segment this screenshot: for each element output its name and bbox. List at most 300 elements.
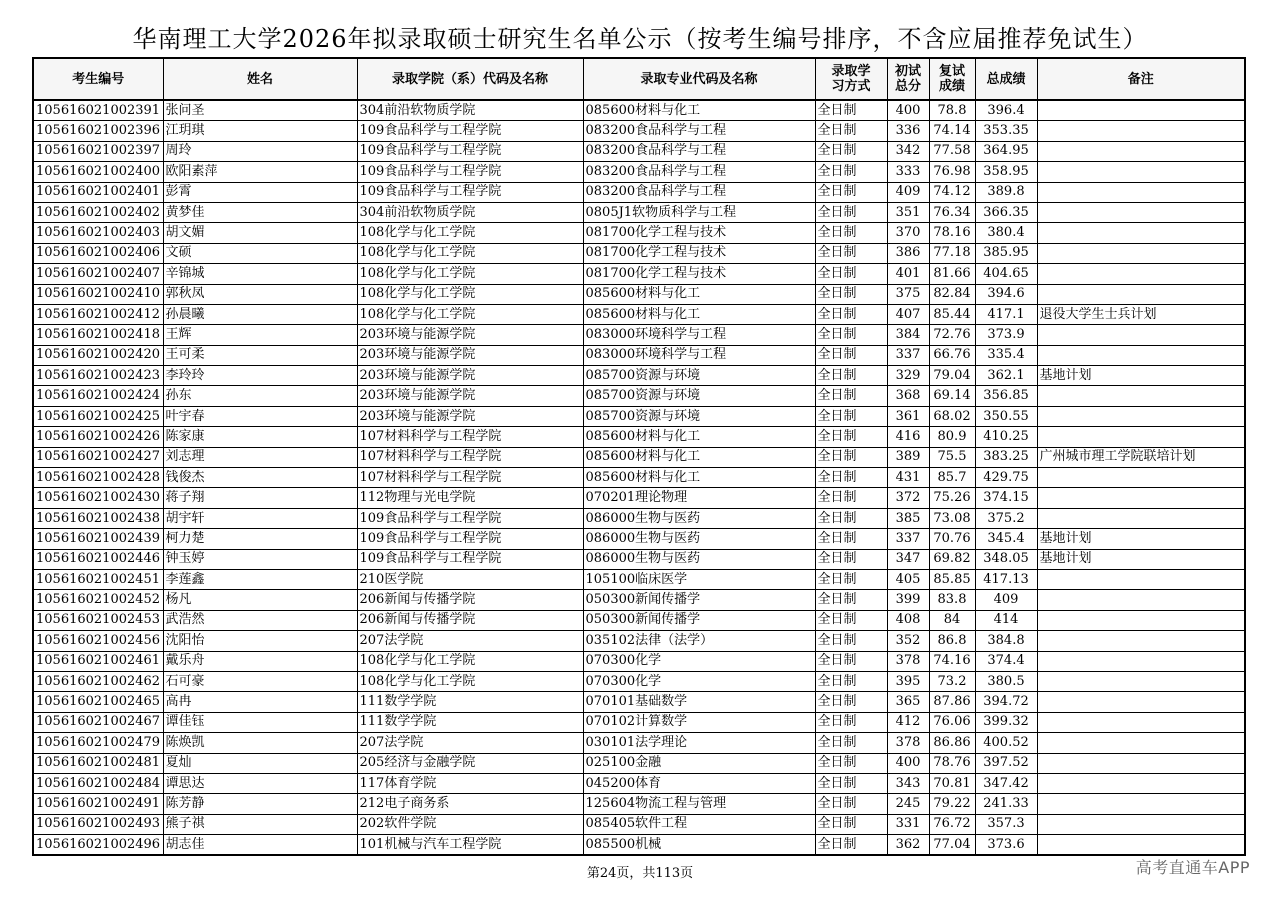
table-row: [33, 814, 1245, 834]
table-row: [33, 508, 1245, 528]
cell-major: 070102计算数学: [583, 712, 815, 732]
table-row: [33, 835, 1245, 856]
cell-name: 沈阳怡: [163, 631, 357, 651]
header-name: 姓名: [163, 58, 357, 100]
cell-retest: 74.16: [929, 651, 975, 671]
cell-id: 105616021002465: [33, 692, 163, 712]
cell-college: 109食品科学与工程学院: [357, 508, 583, 528]
table-row: [33, 182, 1245, 202]
table-row: [33, 366, 1245, 386]
cell-name: 武浩然: [163, 610, 357, 630]
cell-mode: 全日制: [815, 386, 887, 406]
cell-major: 083200食品科学与工程: [583, 121, 815, 141]
table-row: [33, 631, 1245, 651]
cell-college: 202软件学院: [357, 814, 583, 834]
cell-name: 彭霄: [163, 182, 357, 202]
table-row: [33, 100, 1245, 121]
cell-name: 陈芳静: [163, 794, 357, 814]
cell-total: 429.75: [975, 468, 1037, 488]
cell-major: 025100金融: [583, 753, 815, 773]
cell-major: 085600材料与化工: [583, 100, 815, 121]
cell-name: 孙晨曦: [163, 304, 357, 324]
cell-total: 389.8: [975, 182, 1037, 202]
cell-retest: 78.76: [929, 753, 975, 773]
cell-initial: 351: [887, 202, 929, 222]
table-row: [33, 671, 1245, 691]
table-row: [33, 304, 1245, 324]
cell-initial: 399: [887, 590, 929, 610]
table-row: [33, 590, 1245, 610]
cell-major: 081700化学工程与技术: [583, 223, 815, 243]
cell-name: 胡文媚: [163, 223, 357, 243]
cell-major: 045200体育: [583, 773, 815, 793]
cell-total: 396.4: [975, 100, 1037, 121]
cell-total: 241.33: [975, 794, 1037, 814]
cell-id: 105616021002425: [33, 406, 163, 426]
cell-total: 383.25: [975, 447, 1037, 467]
cell-college: 207法学院: [357, 631, 583, 651]
cell-id: 105616021002456: [33, 631, 163, 651]
cell-note: [1037, 692, 1245, 712]
cell-id: 105616021002453: [33, 610, 163, 630]
cell-note: [1037, 202, 1245, 222]
cell-initial: 389: [887, 447, 929, 467]
cell-mode: 全日制: [815, 284, 887, 304]
cell-college: 109食品科学与工程学院: [357, 121, 583, 141]
cell-note: [1037, 264, 1245, 284]
cell-mode: 全日制: [815, 712, 887, 732]
cell-college: 112物理与光电学院: [357, 488, 583, 508]
table-row: [33, 651, 1245, 671]
cell-total: 374.4: [975, 651, 1037, 671]
page-title: 华南理工大学2026年拟录取硕士研究生名单公示（按考生编号排序，不含应届推荐免试生）: [132, 25, 1148, 53]
cell-retest: 70.81: [929, 773, 975, 793]
cell-retest: 66.76: [929, 345, 975, 365]
cell-retest: 69.14: [929, 386, 975, 406]
cell-retest: 85.44: [929, 304, 975, 324]
cell-mode: 全日制: [815, 569, 887, 589]
cell-mode: 全日制: [815, 366, 887, 386]
cell-name: 李莲鑫: [163, 569, 357, 589]
cell-major: 083200食品科学与工程: [583, 162, 815, 182]
cell-id: 105616021002461: [33, 651, 163, 671]
cell-initial: 331: [887, 814, 929, 834]
cell-note: [1037, 814, 1245, 834]
cell-mode: 全日制: [815, 162, 887, 182]
cell-college: 203环境与能源学院: [357, 325, 583, 345]
cell-retest: 87.86: [929, 692, 975, 712]
cell-college: 210医学院: [357, 569, 583, 589]
table-row: [33, 549, 1245, 569]
cell-college: 109食品科学与工程学院: [357, 529, 583, 549]
cell-note: [1037, 651, 1245, 671]
cell-major: 085700资源与环境: [583, 406, 815, 426]
cell-id: 105616021002427: [33, 447, 163, 467]
cell-total: 356.85: [975, 386, 1037, 406]
cell-name: 钟玉婷: [163, 549, 357, 569]
table-row: [33, 773, 1245, 793]
cell-retest: 75.26: [929, 488, 975, 508]
cell-mode: 全日制: [815, 631, 887, 651]
cell-retest: 76.98: [929, 162, 975, 182]
table-row: [33, 243, 1245, 263]
cell-note: [1037, 345, 1245, 365]
cell-major: 085700资源与环境: [583, 386, 815, 406]
cell-id: 105616021002491: [33, 794, 163, 814]
cell-mode: 全日制: [815, 814, 887, 834]
cell-major: 086000生物与医药: [583, 508, 815, 528]
cell-major: 083000环境科学与工程: [583, 325, 815, 345]
cell-id: 105616021002420: [33, 345, 163, 365]
cell-id: 105616021002481: [33, 753, 163, 773]
cell-note: [1037, 223, 1245, 243]
cell-name: 石可豪: [163, 671, 357, 691]
table-row: [33, 345, 1245, 365]
cell-major: 125604物流工程与管理: [583, 794, 815, 814]
cell-total: 399.32: [975, 712, 1037, 732]
cell-id: 105616021002496: [33, 835, 163, 856]
cell-college: 109食品科学与工程学院: [357, 162, 583, 182]
cell-total: 373.9: [975, 325, 1037, 345]
cell-note: 广州城市理工学院联培计划: [1037, 447, 1245, 467]
cell-major: 030101法学理论: [583, 733, 815, 753]
cell-mode: 全日制: [815, 264, 887, 284]
cell-college: 107材料科学与工程学院: [357, 468, 583, 488]
cell-college: 109食品科学与工程学院: [357, 141, 583, 161]
cell-retest: 76.72: [929, 814, 975, 834]
cell-initial: 416: [887, 427, 929, 447]
cell-id: 105616021002446: [33, 549, 163, 569]
cell-initial: 347: [887, 549, 929, 569]
cell-initial: 409: [887, 182, 929, 202]
cell-initial: 368: [887, 386, 929, 406]
cell-note: [1037, 182, 1245, 202]
cell-name: 叶宇春: [163, 406, 357, 426]
cell-retest: 80.9: [929, 427, 975, 447]
cell-mode: 全日制: [815, 488, 887, 508]
cell-retest: 83.8: [929, 590, 975, 610]
cell-name: 江玥琪: [163, 121, 357, 141]
cell-mode: 全日制: [815, 406, 887, 426]
cell-name: 王辉: [163, 325, 357, 345]
table-row: [33, 447, 1245, 467]
cell-note: [1037, 488, 1245, 508]
table-row: [33, 610, 1245, 630]
cell-initial: 400: [887, 100, 929, 121]
cell-name: 陈家康: [163, 427, 357, 447]
cell-total: 364.95: [975, 141, 1037, 161]
cell-initial: 361: [887, 406, 929, 426]
cell-total: 357.3: [975, 814, 1037, 834]
cell-note: [1037, 508, 1245, 528]
cell-retest: 75.5: [929, 447, 975, 467]
cell-total: 347.42: [975, 773, 1037, 793]
cell-retest: 73.08: [929, 508, 975, 528]
cell-total: 358.95: [975, 162, 1037, 182]
cell-major: 083200食品科学与工程: [583, 182, 815, 202]
cell-retest: 68.02: [929, 406, 975, 426]
cell-major: 085500机械: [583, 835, 815, 856]
cell-mode: 全日制: [815, 325, 887, 345]
table-row: [33, 712, 1245, 732]
cell-mode: 全日制: [815, 182, 887, 202]
table-row: [33, 692, 1245, 712]
table-row: [33, 733, 1245, 753]
cell-retest: 81.66: [929, 264, 975, 284]
cell-major: 070101基础数学: [583, 692, 815, 712]
cell-note: [1037, 386, 1245, 406]
cell-initial: 245: [887, 794, 929, 814]
cell-name: 黄梦佳: [163, 202, 357, 222]
cell-total: 373.6: [975, 835, 1037, 856]
cell-id: 105616021002430: [33, 488, 163, 508]
cell-note: 基地计划: [1037, 529, 1245, 549]
cell-note: [1037, 141, 1245, 161]
table-row: [33, 569, 1245, 589]
cell-name: 王可柔: [163, 345, 357, 365]
cell-retest: 78.16: [929, 223, 975, 243]
cell-retest: 77.18: [929, 243, 975, 263]
cell-mode: 全日制: [815, 508, 887, 528]
watermark: 高考直通车APP: [1135, 858, 1250, 877]
cell-college: 206新闻与传播学院: [357, 590, 583, 610]
cell-total: 375.2: [975, 508, 1037, 528]
cell-id: 105616021002426: [33, 427, 163, 447]
cell-name: 陈焕凯: [163, 733, 357, 753]
cell-initial: 333: [887, 162, 929, 182]
cell-college: 206新闻与传播学院: [357, 610, 583, 630]
header-mode: 录取学 习方式: [815, 58, 887, 100]
header-major: 录取专业代码及名称: [583, 58, 815, 100]
cell-retest: 86.86: [929, 733, 975, 753]
cell-initial: 405: [887, 569, 929, 589]
cell-retest: 74.12: [929, 182, 975, 202]
cell-total: 400.52: [975, 733, 1037, 753]
cell-initial: 385: [887, 508, 929, 528]
cell-major: 105100临床医学: [583, 569, 815, 589]
cell-major: 070201理论物理: [583, 488, 815, 508]
cell-total: 335.4: [975, 345, 1037, 365]
cell-initial: 401: [887, 264, 929, 284]
cell-college: 107材料科学与工程学院: [357, 427, 583, 447]
page-number: 第24页，共113页: [586, 866, 694, 881]
cell-mode: 全日制: [815, 223, 887, 243]
table-row: [33, 223, 1245, 243]
cell-mode: 全日制: [815, 202, 887, 222]
cell-major: 085600材料与化工: [583, 427, 815, 447]
cell-mode: 全日制: [815, 468, 887, 488]
cell-id: 105616021002479: [33, 733, 163, 753]
cell-college: 108化学与化工学院: [357, 264, 583, 284]
cell-mode: 全日制: [815, 692, 887, 712]
cell-initial: 365: [887, 692, 929, 712]
cell-initial: 407: [887, 304, 929, 324]
cell-total: 397.52: [975, 753, 1037, 773]
cell-mode: 全日制: [815, 141, 887, 161]
cell-note: [1037, 631, 1245, 651]
cell-retest: 85.85: [929, 569, 975, 589]
cell-id: 105616021002462: [33, 671, 163, 691]
cell-college: 107材料科学与工程学院: [357, 447, 583, 467]
cell-note: 退役大学生士兵计划: [1037, 304, 1245, 324]
cell-id: 105616021002428: [33, 468, 163, 488]
cell-college: 101机械与汽车工程学院: [357, 835, 583, 856]
cell-retest: 70.76: [929, 529, 975, 549]
cell-college: 109食品科学与工程学院: [357, 182, 583, 202]
cell-major: 070300化学: [583, 671, 815, 691]
table-header-row: [33, 58, 1245, 100]
cell-college: 205经济与金融学院: [357, 753, 583, 773]
cell-id: 105616021002401: [33, 182, 163, 202]
cell-mode: 全日制: [815, 671, 887, 691]
cell-initial: 408: [887, 610, 929, 630]
cell-name: 周玲: [163, 141, 357, 161]
cell-total: 374.15: [975, 488, 1037, 508]
cell-note: [1037, 468, 1245, 488]
cell-note: 基地计划: [1037, 366, 1245, 386]
cell-mode: 全日制: [815, 447, 887, 467]
cell-id: 105616021002403: [33, 223, 163, 243]
cell-major: 035102法律（法学）: [583, 631, 815, 651]
cell-note: [1037, 427, 1245, 447]
cell-major: 050300新闻传播学: [583, 610, 815, 630]
cell-id: 105616021002438: [33, 508, 163, 528]
cell-retest: 77.04: [929, 835, 975, 856]
cell-initial: 352: [887, 631, 929, 651]
cell-initial: 329: [887, 366, 929, 386]
table-row: [33, 488, 1245, 508]
cell-mode: 全日制: [815, 773, 887, 793]
table-row: [33, 468, 1245, 488]
cell-note: [1037, 610, 1245, 630]
cell-college: 108化学与化工学院: [357, 243, 583, 263]
header-initial: 初试 总分: [887, 58, 929, 100]
cell-college: 203环境与能源学院: [357, 386, 583, 406]
cell-retest: 82.84: [929, 284, 975, 304]
cell-initial: 384: [887, 325, 929, 345]
cell-total: 345.4: [975, 529, 1037, 549]
table-row: [33, 264, 1245, 284]
cell-name: 谭思达: [163, 773, 357, 793]
cell-name: 熊子祺: [163, 814, 357, 834]
cell-retest: 79.22: [929, 794, 975, 814]
cell-id: 105616021002484: [33, 773, 163, 793]
cell-name: 胡宇轩: [163, 508, 357, 528]
header-id: 考生编号: [33, 58, 163, 100]
cell-initial: 343: [887, 773, 929, 793]
cell-id: 105616021002467: [33, 712, 163, 732]
cell-retest: 73.2: [929, 671, 975, 691]
cell-id: 105616021002424: [33, 386, 163, 406]
cell-retest: 86.8: [929, 631, 975, 651]
cell-college: 108化学与化工学院: [357, 671, 583, 691]
cell-id: 105616021002397: [33, 141, 163, 161]
cell-college: 117体育学院: [357, 773, 583, 793]
table-row: [33, 202, 1245, 222]
cell-college: 203环境与能源学院: [357, 366, 583, 386]
cell-college: 212电子商务系: [357, 794, 583, 814]
table-row: [33, 406, 1245, 426]
cell-name: 文硕: [163, 243, 357, 263]
cell-note: [1037, 733, 1245, 753]
table-row: [33, 386, 1245, 406]
cell-college: 108化学与化工学院: [357, 223, 583, 243]
cell-college: 304前沿软物质学院: [357, 202, 583, 222]
cell-id: 105616021002493: [33, 814, 163, 834]
cell-total: 366.35: [975, 202, 1037, 222]
header-total: 总成绩: [975, 58, 1037, 100]
cell-major: 085700资源与环境: [583, 366, 815, 386]
cell-college: 108化学与化工学院: [357, 284, 583, 304]
cell-retest: 84: [929, 610, 975, 630]
cell-college: 304前沿软物质学院: [357, 100, 583, 121]
cell-retest: 72.76: [929, 325, 975, 345]
cell-initial: 372: [887, 488, 929, 508]
cell-id: 105616021002451: [33, 569, 163, 589]
cell-total: 362.1: [975, 366, 1037, 386]
cell-mode: 全日制: [815, 610, 887, 630]
cell-initial: 386: [887, 243, 929, 263]
cell-note: [1037, 162, 1245, 182]
cell-retest: 76.06: [929, 712, 975, 732]
cell-note: [1037, 121, 1245, 141]
cell-note: [1037, 406, 1245, 426]
table-row: [33, 427, 1245, 447]
cell-note: [1037, 243, 1245, 263]
cell-mode: 全日制: [815, 794, 887, 814]
cell-mode: 全日制: [815, 529, 887, 549]
cell-id: 105616021002396: [33, 121, 163, 141]
cell-initial: 395: [887, 671, 929, 691]
cell-note: [1037, 835, 1245, 856]
cell-major: 081700化学工程与技术: [583, 243, 815, 263]
cell-mode: 全日制: [815, 304, 887, 324]
cell-name: 柯力楚: [163, 529, 357, 549]
cell-total: 414: [975, 610, 1037, 630]
cell-initial: 375: [887, 284, 929, 304]
cell-id: 105616021002406: [33, 243, 163, 263]
table-row: [33, 141, 1245, 161]
table-row: [33, 325, 1245, 345]
cell-major: 085600材料与化工: [583, 468, 815, 488]
cell-initial: 342: [887, 141, 929, 161]
cell-note: [1037, 569, 1245, 589]
cell-initial: 336: [887, 121, 929, 141]
cell-retest: 77.58: [929, 141, 975, 161]
cell-name: 高冉: [163, 692, 357, 712]
table-row: [33, 529, 1245, 549]
cell-major: 081700化学工程与技术: [583, 264, 815, 284]
cell-note: [1037, 100, 1245, 121]
cell-total: 353.35: [975, 121, 1037, 141]
cell-major: 085600材料与化工: [583, 304, 815, 324]
cell-major: 083200食品科学与工程: [583, 141, 815, 161]
table-row: [33, 794, 1245, 814]
cell-mode: 全日制: [815, 590, 887, 610]
cell-retest: 69.82: [929, 549, 975, 569]
cell-total: 350.55: [975, 406, 1037, 426]
cell-initial: 378: [887, 733, 929, 753]
cell-major: 083000环境科学与工程: [583, 345, 815, 365]
cell-initial: 370: [887, 223, 929, 243]
cell-major: 085600材料与化工: [583, 284, 815, 304]
cell-mode: 全日制: [815, 345, 887, 365]
cell-initial: 400: [887, 753, 929, 773]
table-row: [33, 753, 1245, 773]
table-row: [33, 162, 1245, 182]
cell-major: 086000生物与医药: [583, 529, 815, 549]
cell-id: 105616021002439: [33, 529, 163, 549]
